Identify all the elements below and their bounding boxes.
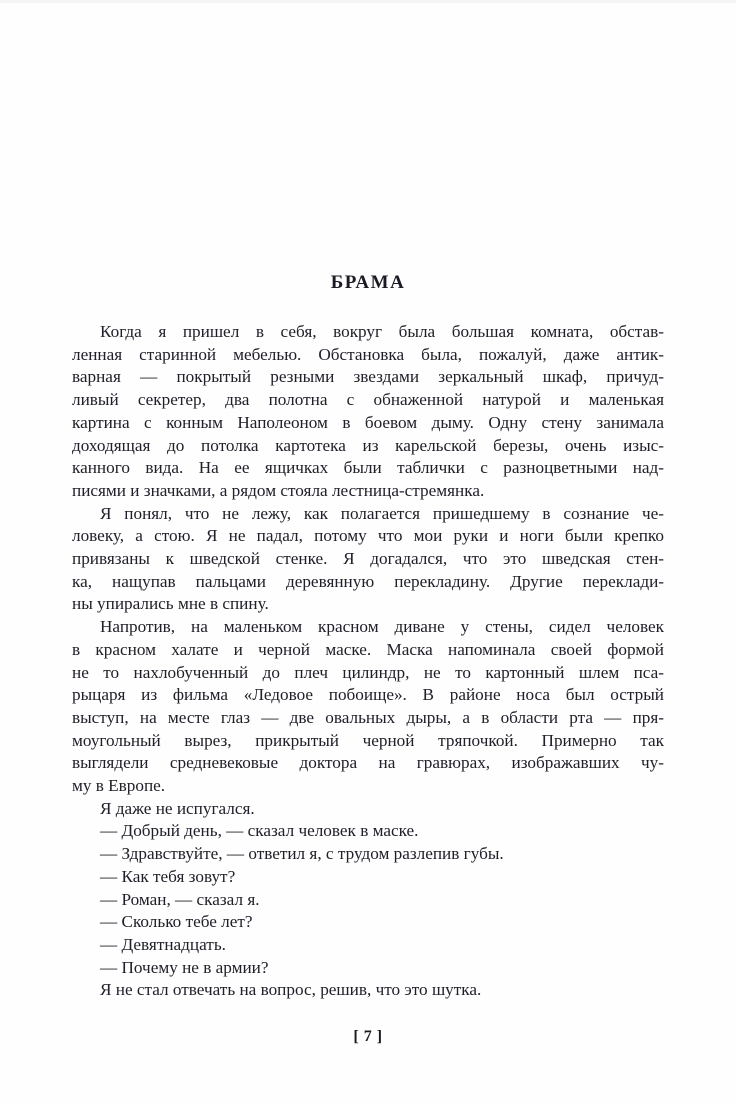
text-line: му в Европе. bbox=[72, 776, 166, 796]
text-line: — Сколько тебе лет? bbox=[100, 912, 253, 932]
chapter-title: БРАМА bbox=[330, 272, 406, 293]
page-number: [ 7 ] bbox=[353, 1028, 383, 1045]
text-line: ка, нащупав пальцами деревянную перекладину. Другие переклади- bbox=[72, 571, 664, 591]
text-line: — Здравствуйте, — ответил я, с трудом разлепив губы. bbox=[100, 844, 504, 864]
text-line: Когда я пришел в себя, вокруг была большая комната, обстав- bbox=[100, 322, 664, 341]
text-line: Я не стал отвечать на вопрос, решив, что это шутка. bbox=[100, 980, 482, 1000]
text-line: ливый секретер, два полотна с обнаженной натурой и маленькая bbox=[72, 390, 664, 410]
text-line: ловеку, а стою. Я не падал, потому что мои руки и ноги были крепко bbox=[72, 526, 664, 546]
text-line: моугольный вырез, прикрытый черной тряпочкой. Примерно так bbox=[72, 730, 664, 750]
text-line: Я даже не испугался. bbox=[100, 798, 255, 818]
text-line: ны упирались мне в спину. bbox=[72, 594, 269, 614]
text-block bbox=[72, 321, 664, 1002]
text-line: Напротив, на маленьком красном диване у стены, сидел человек bbox=[100, 617, 664, 637]
text-line: — Почему не в армии? bbox=[100, 957, 269, 977]
page-top-edge bbox=[0, 0, 736, 3]
text-line: рыцаря из фильма «Ледовое побоище». В районе носа был острый bbox=[72, 685, 664, 705]
text-line: в красном халате и черной маске. Маска напоминала своей формой bbox=[72, 639, 664, 659]
text-line: — Добрый день, — сказал человек в маске. bbox=[100, 821, 419, 841]
text-line: Я понял, что не лежу, как полагается пришедшему в сознание че- bbox=[100, 503, 664, 523]
text-line: привязаны к шведской стенке. Я догадался, что это шведская стен- bbox=[72, 549, 664, 569]
text-line: — Как тебя зовут? bbox=[100, 866, 236, 886]
text-line: не то нахлобученный до плеч цилиндр, не то картонный шлем пса- bbox=[72, 662, 664, 682]
text-line: писями и значками, а рядом стояла лестница-стремянка. bbox=[72, 480, 485, 500]
text-line: — Девятнадцать. bbox=[100, 934, 226, 954]
text-line: доходящая до потолка картотека из карельской березы, очень изыс- bbox=[72, 435, 664, 455]
text-line: — Роман, — сказал я. bbox=[100, 889, 260, 909]
text-line: выступ, на месте глаз — две овальных дыры, а в области рта — пря- bbox=[72, 707, 664, 727]
text-line: канного вида. На ее ящичках были таблички с разноцветными над- bbox=[72, 458, 664, 478]
text-line: ленная старинной мебелью. Обстановка была, пожалуй, даже антик- bbox=[72, 344, 664, 364]
text-line: картина с конным Наполеоном в боевом дыму. Одну стену занимала bbox=[72, 412, 664, 432]
text-line: выглядели средневековые доктора на гравюрах, изображавших чу- bbox=[72, 753, 664, 773]
text-line: варная — покрытый резными звездами зеркальный шкаф, причуд- bbox=[72, 367, 664, 387]
